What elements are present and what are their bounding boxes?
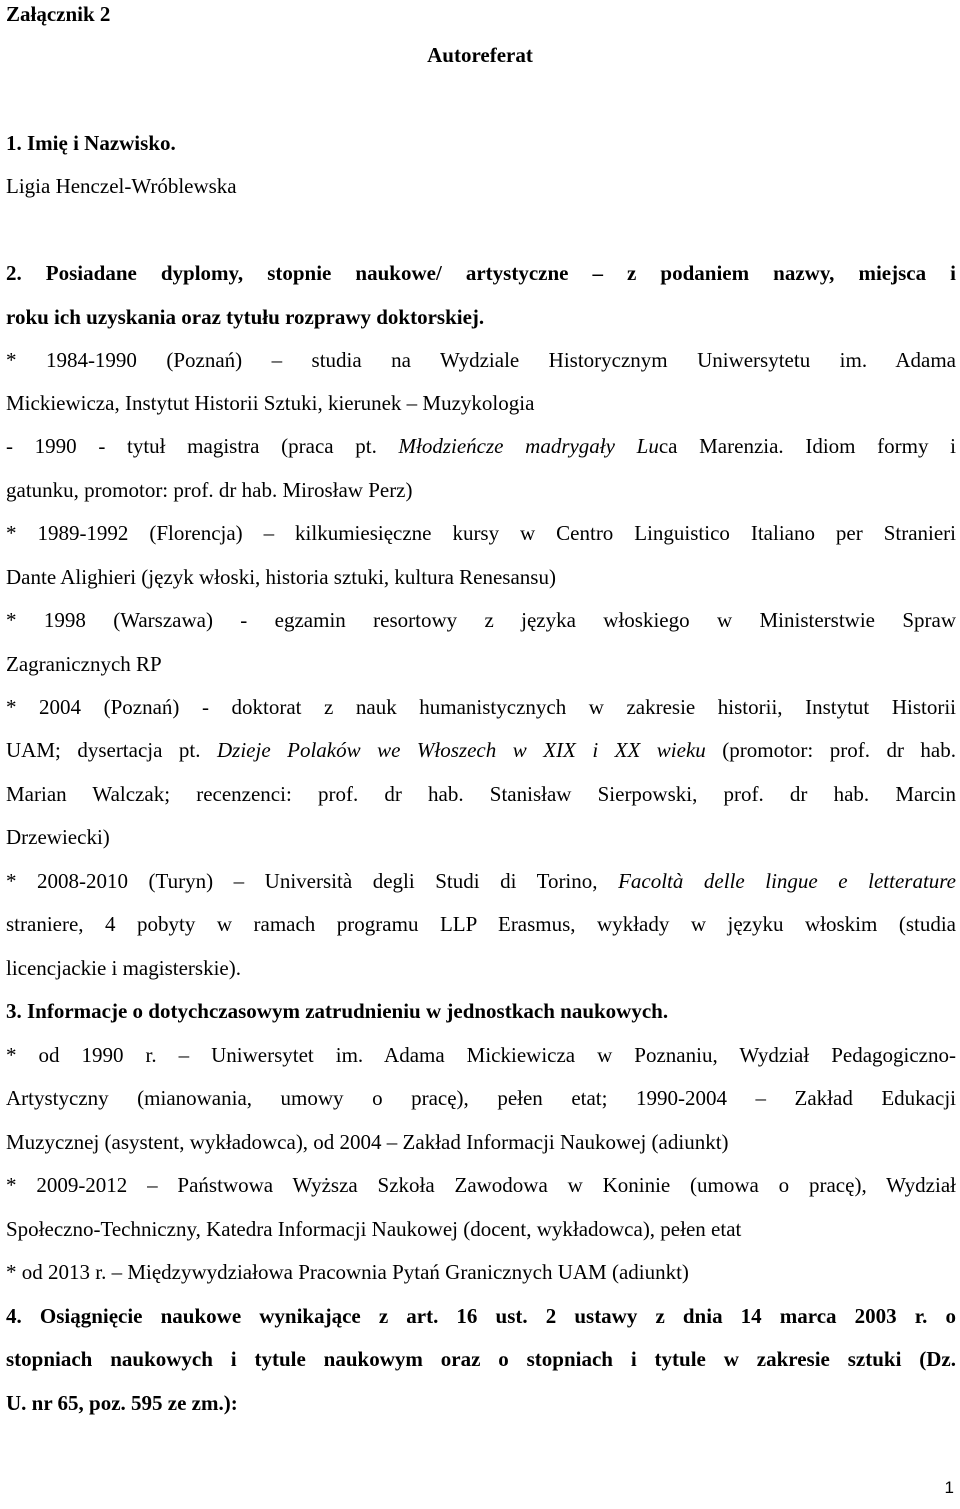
section-4-line-3: U. nr 65, poz. 595 ze zm.):	[6, 1391, 238, 1415]
section-3-line-5: Społeczno-Techniczny, Katedra Informacji Naukowej (docent, wykładowca), pełen etat	[6, 1217, 742, 1241]
section-2-line-6: gatunku, promotor: prof. dr hab. Mirosław Perz)	[6, 478, 413, 502]
section-2-line-5	[6, 432, 956, 460]
section-2-line-13: Marian Walczak; recenzenci: prof. dr hab. Stanisław Sierpowski, prof. dr hab. Marcin	[6, 782, 956, 806]
section-2-line-14: Drzewiecki)	[6, 825, 110, 849]
section-3-line-3: Muzycznej (asystent, wykładowca), od 2004 – Zakład Informacji Naukowej (adiunkt)	[6, 1130, 729, 1154]
section-2-line-5-a: - 1990 - tytuł magistra (praca pt.	[6, 434, 377, 458]
dissertation-title-italic: Dzieje Polaków we Włoszech w XIX i XX wieku	[217, 738, 706, 762]
section-3-heading: 3. Informacje o dotychczasowym zatrudnieniu w jednostkach naukowych.	[6, 999, 669, 1023]
section-2-line-15-a: * 2008-2010 (Turyn) – Università degli Studi di Torino,	[6, 869, 598, 893]
section-4-line-1: 4. Osiągnięcie naukowe wynikające z art. 16 ust. 2 ustawy z dnia 14 marca 2003 r. o	[6, 1304, 956, 1328]
section-2-line-8: Dante Alighieri (język włoski, historia sztuki, kultura Renesansu)	[6, 565, 556, 589]
section-2-line-12	[6, 736, 956, 764]
section-2-line-5-c: ca Marenzia. Idiom formy i	[658, 434, 956, 458]
section-2-heading-line-2: roku ich uzyskania oraz tytułu rozprawy doktorskiej.	[6, 305, 485, 329]
section-2-line-12-c: (promotor: prof. dr hab.	[722, 738, 956, 762]
section-3-line-6: * od 2013 r. – Międzywydziałowa Pracownia Pytań Granicznych UAM (adiunkt)	[6, 1260, 689, 1284]
section-3-line-1: * od 1990 r. – Uniwersytet im. Adama Mickiewicza w Poznaniu, Wydział Pedagogiczno-	[6, 1043, 956, 1067]
section-2-line-15	[6, 867, 956, 895]
section-3-line-2: Artystyczny (mianowania, umowy o pracę), pełen etat; 1990-2004 – Zakład Edukacji	[6, 1086, 956, 1110]
section-4-line-2: stopniach naukowych i tytule naukowym oraz o stopniach i tytule w zakresie sztuki (Dz.	[6, 1347, 956, 1371]
section-2-line-17: licencjackie i magisterskie).	[6, 956, 241, 980]
section-2-line-9: * 1998 (Warszawa) - egzamin resortowy z języka włoskiego w Ministerstwie Spraw	[6, 608, 956, 632]
section-2-line-10: Zagranicznych RP	[6, 652, 162, 676]
section-2-line-12-a: UAM; dysertacja pt.	[6, 738, 201, 762]
section-2-heading-line-1: 2. Posiadane dyplomy, stopnie naukowe/ artystyczne – z podaniem nazwy, miejsca i	[6, 261, 956, 285]
section-2-line-3: * 1984-1990 (Poznań) – studia na Wydziale Historycznym Uniwersytetu im. Adama	[6, 348, 956, 372]
section-2-line-7: * 1989-1992 (Florencja) – kilkumiesięczne kursy w Centro Linguistico Italiano per Stranieri	[6, 521, 956, 545]
section-2-line-11: * 2004 (Poznań) - doktorat z nauk humanistycznych w zakresie historii, Instytut Historii	[6, 695, 956, 719]
thesis-title-italic: Młodzieńcze madrygały Lu	[398, 434, 659, 458]
faculty-name-italic: Facoltà delle lingue e letterature	[618, 869, 956, 893]
page-title: Autoreferat	[427, 43, 533, 67]
section-2-line-4: Mickiewicza, Instytut Historii Sztuki, kierunek – Muzykologia	[6, 391, 535, 415]
author-name: Ligia Henczel-Wróblewska	[6, 174, 237, 198]
section-1-heading: 1. Imię i Nazwisko.	[6, 131, 176, 155]
section-2-line-16: straniere, 4 pobyty w ramach programu LLP Erasmus, wykłady w języku włoskim (studia	[6, 912, 956, 936]
page-number: 1	[944, 1478, 954, 1497]
section-3-line-4: * 2009-2012 – Państwowa Wyższa Szkoła Zawodowa w Koninie (umowa o pracę), Wydział	[6, 1173, 956, 1197]
attachment-label: Załącznik 2	[6, 2, 111, 26]
